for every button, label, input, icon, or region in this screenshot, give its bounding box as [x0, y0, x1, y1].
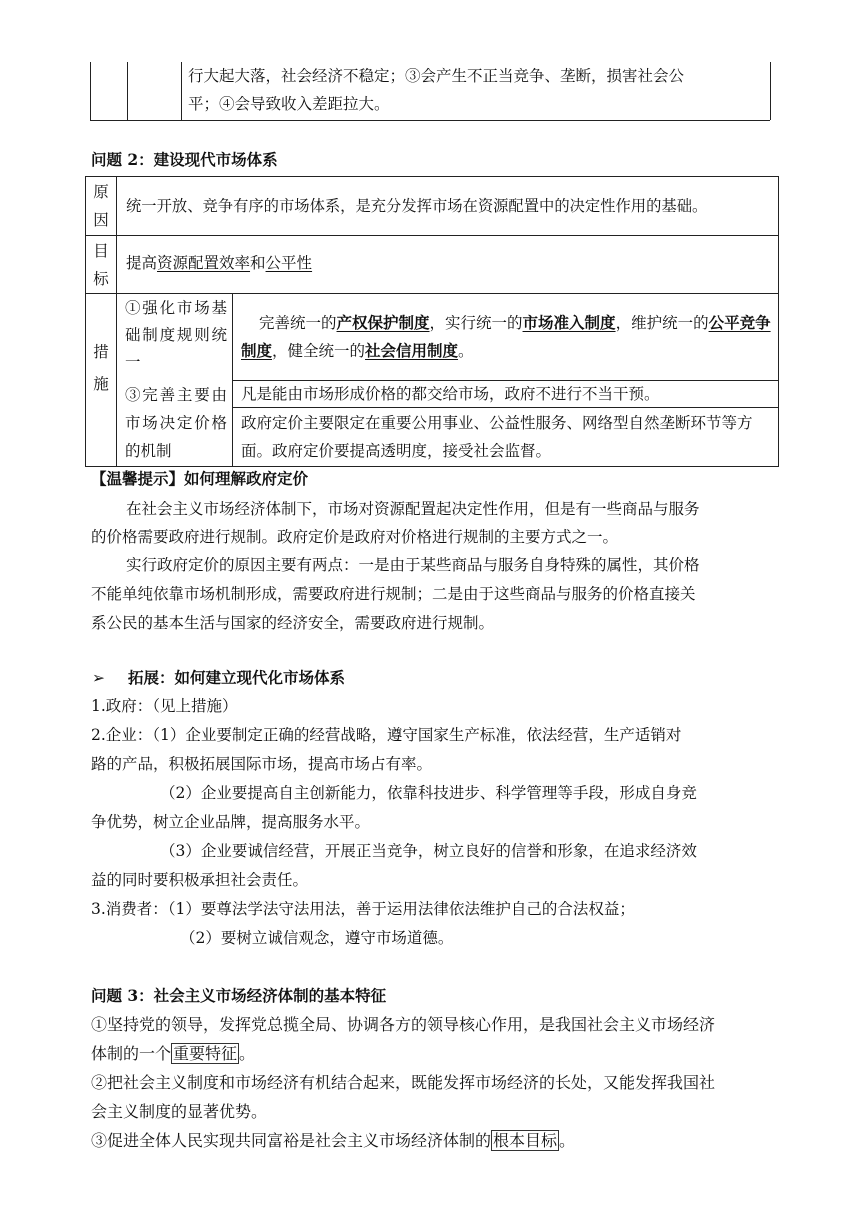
m1-part-g: ，健全统一的	[272, 342, 366, 360]
ext-government: 1.政府：（见上措施）	[91, 697, 238, 715]
tip-p2-line-1: 实行政府定价的原因主要有两点：一是由于某些商品与服务自身特殊的属性，其价格	[126, 556, 700, 574]
reason-label: 原因	[93, 183, 109, 229]
fair-competition-system: 公平竞争制度	[241, 313, 771, 360]
q3-item-1-pre: 体制的一个	[91, 1044, 172, 1063]
q2-heading: 问题 2：建设现代市场体系	[91, 150, 278, 169]
q3-item-2-line-1: ②把社会主义制度和市场经济有机结合起来，既能发挥市场经济的长处，又能发挥我国社	[91, 1073, 716, 1092]
goal-fairness: 公平性	[265, 254, 313, 272]
measures-label: 措施	[93, 343, 109, 393]
measure-1-label: ①强化市场基础制度规则统一	[125, 299, 227, 371]
top-table-line-2: 平；④会导致收入差距拉大。	[188, 95, 390, 113]
top-table-line-1: 行大起大落，社会经济不稳定；③会产生不正当竞争、垄断，损害社会公	[188, 67, 685, 85]
ext-enterprise-line-4: 争优势，树立企业品牌，提高服务水平。	[91, 813, 371, 831]
q3-item-3-post: 。	[559, 1131, 576, 1150]
reason-text: 统一开放、竞争有序的市场体系，是充分发挥市场在资源配置中的决定性作用的基础。	[126, 197, 708, 215]
property-protection-system: 产权保护制度	[336, 313, 430, 332]
tip-p2-line-2: 不能单纯依靠市场机制形成，需要政府进行规制；二是由于这些商品与服务的价格直接关	[91, 585, 696, 603]
tip-p1-line-2: 的价格需要政府进行规制。政府定价是政府对价格进行规制的主要方式之一。	[91, 528, 619, 546]
ext-consumer-line-1: 3.消费者：（1）要尊法学法守法用法，善于运用法律依法维护自己的合法权益；	[91, 900, 635, 918]
m1-part-i: 。	[458, 342, 474, 360]
ext-enterprise-line-1: 2.企业：（1）企业要制定正确的经营战略，遵守国家生产标准，依法经营，生产适销对	[91, 726, 682, 744]
goal-text	[126, 249, 312, 277]
ext-enterprise-line-6: 益的同时要积极承担社会责任。	[91, 871, 309, 889]
market-access-system: 市场准入制度	[522, 313, 616, 332]
ext-consumer-line-2: （2）要树立诚信观念，遵守市场道德。	[180, 929, 454, 947]
ext-title: 拓展：如何建立现代化市场体系	[128, 668, 346, 687]
m1-part-a: 完善统一的	[259, 314, 337, 332]
m1-part-e: ，维护统一的	[615, 314, 709, 332]
measure-3-label: ③完善主要由市场决定价格的机制	[125, 386, 227, 460]
tip-p1-line-1: 在社会主义市场经济体制下，市场对资源配置起决定性作用，但是有一些商品与服务	[126, 500, 700, 518]
social-credit-system: 社会信用制度	[365, 341, 459, 360]
q3-item-1-post: 。	[239, 1044, 256, 1063]
q3-item-2-line-2: 会主义制度的显著优势。	[91, 1102, 268, 1121]
q3-item-3-pre: ③促进全体人民实现共同富裕是社会主义市场经济体制的	[91, 1131, 492, 1150]
goal-mid: 和	[250, 254, 266, 272]
m1-part-c: ，实行统一的	[429, 314, 523, 332]
ext-enterprise-line-5: （3）企业要诚信经营，开展正当竞争，树立良好的信誉和形象，在追求经济效	[160, 842, 697, 860]
tip-p2-line-3: 系公民的基本生活与国家的经济安全，需要政府进行规制。	[91, 614, 495, 632]
ext-enterprise-line-3: （2）企业要提高自主创新能力，依靠科技进步、科学管理等手段，形成自身竞	[160, 784, 697, 802]
important-feature-box: 重要特征	[173, 1044, 238, 1063]
q3-item-3	[91, 1127, 575, 1155]
ext-enterprise-line-2: 路的产品，积极拓展国际市场，提高市场占有率。	[91, 755, 433, 773]
goal-efficiency: 资源配置效率	[157, 254, 251, 272]
bullet-arrow-icon: ➢	[92, 669, 105, 687]
q3-heading: 问题 3：社会主义市场经济体制的基本特征	[91, 986, 387, 1005]
fundamental-goal-box: 根本目标	[493, 1131, 558, 1150]
measure-1-text	[241, 309, 771, 365]
goal-pre: 提高	[126, 254, 158, 272]
q3-item-1-line-2	[91, 1040, 255, 1068]
measure-3-text-2: 政府定价主要限定在重要公用事业、公益性服务、网络型自然垄断环节等方面。政府定价要提高透明度，接受社会监督。	[241, 414, 753, 460]
goal-label: 目标	[93, 242, 109, 288]
q3-item-1-line-1: ①坚持党的领导，发挥党总揽全局、协调各方的领导核心作用，是我国社会主义市场经济	[91, 1015, 716, 1034]
measure-3-text-1: 凡是能由市场形成价格的都交给市场，政府不进行不当干预。	[241, 385, 660, 403]
tip-title: 【温馨提示】如何理解政府定价	[91, 469, 309, 488]
